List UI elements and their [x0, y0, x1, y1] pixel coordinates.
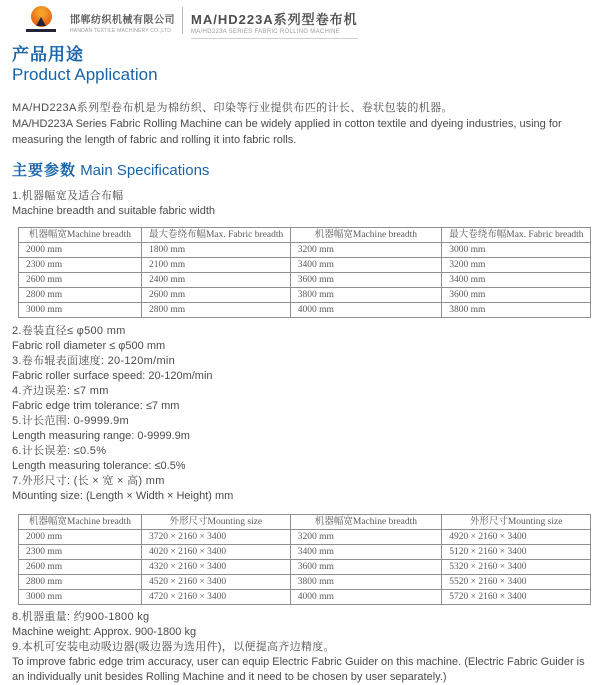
spec-item-3 [12, 354, 588, 384]
logo-glyph-icon [36, 17, 46, 26]
table-cell: 3400 mm [290, 258, 442, 273]
spec-text-en: Machine weight: Approx. 900-1800 kg [12, 626, 197, 638]
column-header: 机器幅宽Machine breadth [290, 228, 442, 243]
table-cell: 3400 mm [442, 273, 591, 288]
table-cell: 2000 mm [19, 243, 142, 258]
table-row [19, 545, 591, 560]
column-header: 外形尺寸Mounting size [141, 515, 290, 530]
table-cell: 3000 mm [19, 303, 142, 318]
table-cell: 3720 × 2160 × 3400 [141, 530, 290, 545]
spec-item-4 [12, 384, 588, 414]
column-header: 机器幅宽Machine breadth [19, 228, 142, 243]
column-header: 最大卷绕布幅Max. Fabric breadth [141, 228, 290, 243]
table-row [19, 273, 591, 288]
spec-text-en: Fabric roller surface speed: 20-120m/min [12, 370, 213, 382]
table-cell: 3400 mm [290, 545, 442, 560]
spec-text-cn: 5.计长范围: 0-9999.9m [12, 415, 129, 427]
spec-item-7 [12, 474, 588, 504]
spec-item-8 [12, 610, 588, 640]
table-row [19, 590, 591, 605]
table-cell: 2800 mm [19, 288, 142, 303]
spec-item-6 [12, 444, 588, 474]
table-row [19, 288, 591, 303]
company-name-cn: 邯郸纺织机械有限公司 [70, 15, 175, 26]
page-header [0, 0, 600, 38]
section-heading-cn: 产品用途 [12, 45, 84, 64]
table-cell: 3600 mm [290, 273, 442, 288]
table-cell: 5120 × 2160 × 3400 [442, 545, 591, 560]
table-cell: 4520 × 2160 × 3400 [141, 575, 290, 590]
spec-text-cn: 1.机器幅宽及适合布幅 [12, 190, 124, 202]
table-cell: 2300 mm [19, 258, 142, 273]
section-heading-en: Product Application [12, 65, 158, 84]
company-logo [18, 5, 64, 32]
column-header: 外形尺寸Mounting size [442, 515, 591, 530]
table-cell: 3200 mm [442, 258, 591, 273]
table-cell: 4320 × 2160 × 3400 [141, 560, 290, 575]
section-heading-main-specifications [12, 161, 600, 180]
spec-text-en: Machine breadth and suitable fabric width [12, 205, 216, 217]
paragraph-en: MA/HD223A Series Fabric Rolling Machine can be widely applied in cotton textile and dyeing industries, using for measuring the length of fabric and rolling it into fabric rolls. [12, 118, 562, 146]
machine-breadth-table [18, 227, 591, 318]
table-cell: 2800 mm [141, 303, 290, 318]
column-header: 机器幅宽Machine breadth [290, 515, 442, 530]
logo-underline-bar [26, 29, 56, 32]
spec-text-en: Fabric roll diameter ≤ φ500 mm [12, 340, 166, 352]
table-cell: 3800 mm [442, 303, 591, 318]
document-title-block [191, 5, 358, 39]
section-heading-cn: 主要参数 [12, 162, 77, 179]
spec-text-en: Length measuring range: 0-9999.9m [12, 430, 190, 442]
table-header-row [19, 515, 591, 530]
table-cell: 4720 × 2160 × 3400 [141, 590, 290, 605]
table-row [19, 530, 591, 545]
document-title-cn: MA/HD223A系列型卷布机 [191, 12, 358, 27]
spec-text-cn: 9.本机可安装电动吸边器(吸边器为选用件)，以便提高齐边精度。 [12, 641, 335, 653]
table-row [19, 575, 591, 590]
company-name-block [70, 5, 176, 34]
mounting-size-table [18, 514, 591, 605]
table-cell: 3000 mm [442, 243, 591, 258]
spec-text-en: Mounting size: (Length × Width × Height) mm [12, 490, 234, 502]
product-application-paragraph [12, 100, 588, 148]
table-cell: 5320 × 2160 × 3400 [442, 560, 591, 575]
table-cell: 2300 mm [19, 545, 142, 560]
header-divider [182, 7, 183, 34]
spec-text-cn: 8.机器重量: 约900-1800 kg [12, 611, 150, 623]
table-cell: 3600 mm [290, 560, 442, 575]
spec-text-cn: 3.卷布辊表面速度: 20-120m/min [12, 355, 176, 367]
spec-text-cn: 2.卷装直径≤ φ500 mm [12, 325, 126, 337]
spec-text-en: Length measuring tolerance: ≤0.5% [12, 460, 186, 472]
table-cell: 4020 × 2160 × 3400 [141, 545, 290, 560]
company-name-en: HANDAN TEXTILE MACHINERY CO.,LTD [70, 28, 172, 34]
column-header: 最大卷绕布幅Max. Fabric breadth [442, 228, 591, 243]
table-cell: 2800 mm [19, 575, 142, 590]
table-cell: 4000 mm [290, 303, 442, 318]
spec-text-en: To improve fabric edge trim accuracy, user can equip Electric Fabric Guider on this machine. (Electric Fabric Guider is an individually unit besides Rolling Machine and it need to be chosen by user separately.) [12, 656, 585, 683]
table-row [19, 243, 591, 258]
spec-item-9 [12, 640, 588, 685]
column-header: 机器幅宽Machine breadth [19, 515, 142, 530]
table-cell: 2000 mm [19, 530, 142, 545]
table-row [19, 560, 591, 575]
spec-text-cn: 4.齐边误差: ≤7 mm [12, 385, 109, 397]
table-cell: 2600 mm [19, 560, 142, 575]
table-cell: 4000 mm [290, 590, 442, 605]
table-cell: 3000 mm [19, 590, 142, 605]
table-row [19, 258, 591, 273]
spec-text-cn: 6.计长误差: ≤0.5% [12, 445, 107, 457]
table-cell: 3800 mm [290, 288, 442, 303]
table-cell: 5520 × 2160 × 3400 [442, 575, 591, 590]
table-cell: 2400 mm [141, 273, 290, 288]
section-heading-en: Main Specifications [80, 162, 210, 179]
table-cell: 4920 × 2160 × 3400 [442, 530, 591, 545]
table-cell: 3200 mm [290, 243, 442, 258]
table-cell: 3200 mm [290, 530, 442, 545]
table-cell: 2100 mm [141, 258, 290, 273]
spec-list-mid [0, 324, 600, 504]
table-cell: 2600 mm [19, 273, 142, 288]
document-title-en: MA/HD223A SERIES FABRIC ROLLING MACHINE [191, 29, 341, 35]
paragraph-cn: MA/HD223A系列型卷布机是为棉纺织、印染等行业提供布匹的计长、卷状包装的机器。 [12, 102, 453, 114]
spec-item-1 [12, 189, 588, 219]
section-heading-product-application [12, 45, 600, 85]
spec-item-5 [12, 414, 588, 444]
spec-text-en: Fabric edge trim tolerance: ≤7 mm [12, 400, 180, 412]
table-cell: 1800 mm [141, 243, 290, 258]
table-cell: 5720 × 2160 × 3400 [442, 590, 591, 605]
table-row [19, 303, 591, 318]
table-cell: 3600 mm [442, 288, 591, 303]
table-cell: 2600 mm [141, 288, 290, 303]
table-cell: 3800 mm [290, 575, 442, 590]
spec-item-2 [12, 324, 588, 354]
table-header-row [19, 228, 591, 243]
logo-circle-icon [31, 6, 52, 27]
spec-text-cn: 7.外形尺寸: (长 × 宽 × 高) mm [12, 475, 165, 487]
